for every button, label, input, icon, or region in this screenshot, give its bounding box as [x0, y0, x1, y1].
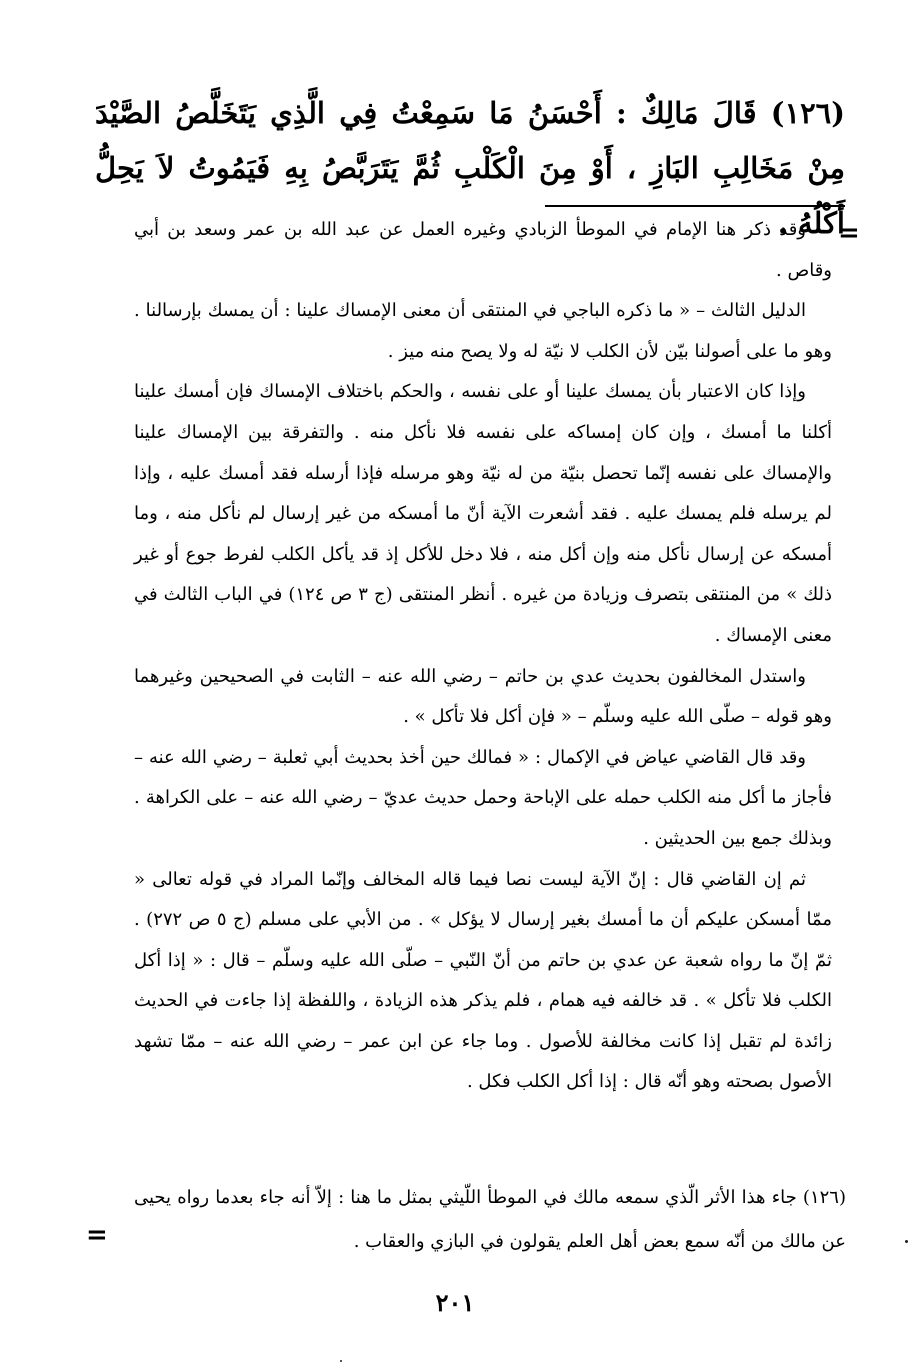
commentary-paragraph-3: وإذا كان الاعتبار بأن يمسك علينا أو على نفسه ، والحكم باختلاف الإمساك فإن أمسك علينا أكلنا ما أمسك ، وإن كان إمساكه على نفسه فلا نأكل منه . والتفرقة بين الإمساك علينا والإمساك على نفسه إنّما تحصل بنيّة من له نيّة وهو مرسله فإذا أرسله فقد أمسك عليه ، وإذا لم يرسله فلم يمسك عليه . فقد أشعرت الآية أنّ ما أمسكه من غير إرسال لم نأكل منه ، وما أمسكه عن إرسال نأكل منه وإن أكل منه ، فلا دخل للأكل إذ قد يأكل الكلب لفرط جوع أو غير ذلك » من المنتقى بتصرف وزيادة من غيره . أنظر المنتقى (ج ٣ ص ١٢٤) في الباب الثالث في معنى الإمساك . — [134, 381, 832, 646]
scan-speck — [905, 1240, 908, 1243]
continuation-mark-bottom: = — [86, 1220, 108, 1250]
continuation-mark-top: = — [838, 218, 860, 248]
section-divider — [545, 205, 845, 207]
commentary-paragraph-4: واستدل المخالفون بحديث عدي بن حاتم – رضي الله عنه – الثابت في الصحيحين وغيرهما وهو قوله – صلّى الله عليه وسلّم – « فإن أكل فلا تأكل » . — [134, 665, 832, 728]
footnote-126: (١٢٦) جاء هذا الأثر الّذي سمعه مالك في الموطأ اللّيثي بمثل ما هنا : إلاّ أنه جاء بعدما رواه يحيى عن مالك من أنّه سمع بعض أهل العلم يقولون في البازي والعقاب . — [134, 1187, 846, 1252]
page-number: ٢٠١ — [435, 1288, 475, 1317]
commentary-paragraph-5: وقد قال القاضي عياض في الإكمال : « فمالك حين أخذ بحديث أبي ثعلبة – رضي الله عنه – فأجاز ما أكل منه الكلب حمله على الإباحة وحمل حديث عديّ – رضي الله عنه – على الكراهة . وبذلك جمع بين الحديثين . — [134, 746, 832, 849]
commentary-paragraph-1: وقد ذكر هنا الإمام في الموطأ الزبادي وغيره العمل عن عبد الله بن عمر وسعد بن أبي وقاص . — [134, 219, 832, 281]
scan-speck — [340, 1360, 342, 1362]
commentary-block — [134, 210, 832, 1103]
commentary-paragraph-6: ثم إن القاضي قال : إنّ الآية ليست نصا فيما قاله المخالف وإنّما المراد في قوله تعالى « ممّا أمسكن عليكم أن ما أمسك بغير إرسال لا يؤكل » . من الأبي على مسلم (ج ٥ ص ٢٧٢) . ثمّ إنّ ما رواه شعبة عن عدي بن حاتم من أنّ النّبي – صلّى الله عليه وسلّم – قال : « إذا أكل الكلب فلا تأكل » . قد خالفه فيه همام ، فلم يذكر هذه الزيادة ، واللفظة إذا جاءت في الحديث زائدة لم تقبل إذا كانت مخالفة للأصول . وما جاء عن ابن عمر – رضي الله عنه – ممّا تشهد الأصول بصحته وهو أنّه قال : إذا أكل الكلب فكل . — [134, 868, 832, 1093]
hadith-text: (١٢٦) قَالَ مَالِكٌ : أَحْسَنُ مَا سَمِعْتُ فِي الَّذِي يَتَخَلَّصُ الصَّيْدَ مِنْ مَخَالِبِ البَازِ ، أَوْ مِنَ الْكَلْبِ ثُمَّ يَتَرَبَّصُ بِهِ فَيَمُوتُ لاَ يَحِلُّ أَكْلُهُ . — [95, 96, 845, 240]
footnote-block — [134, 1176, 846, 1264]
commentary-paragraph-2: الدليل الثالث – « ما ذكره الباجي في المنتقى أن معنى الإمساك علينا : أن يمسك بإرسالنا . وهو ما على أصولنا بيّن لأن الكلب لا نيّة له ولا يصح منه ميز . — [134, 300, 832, 362]
